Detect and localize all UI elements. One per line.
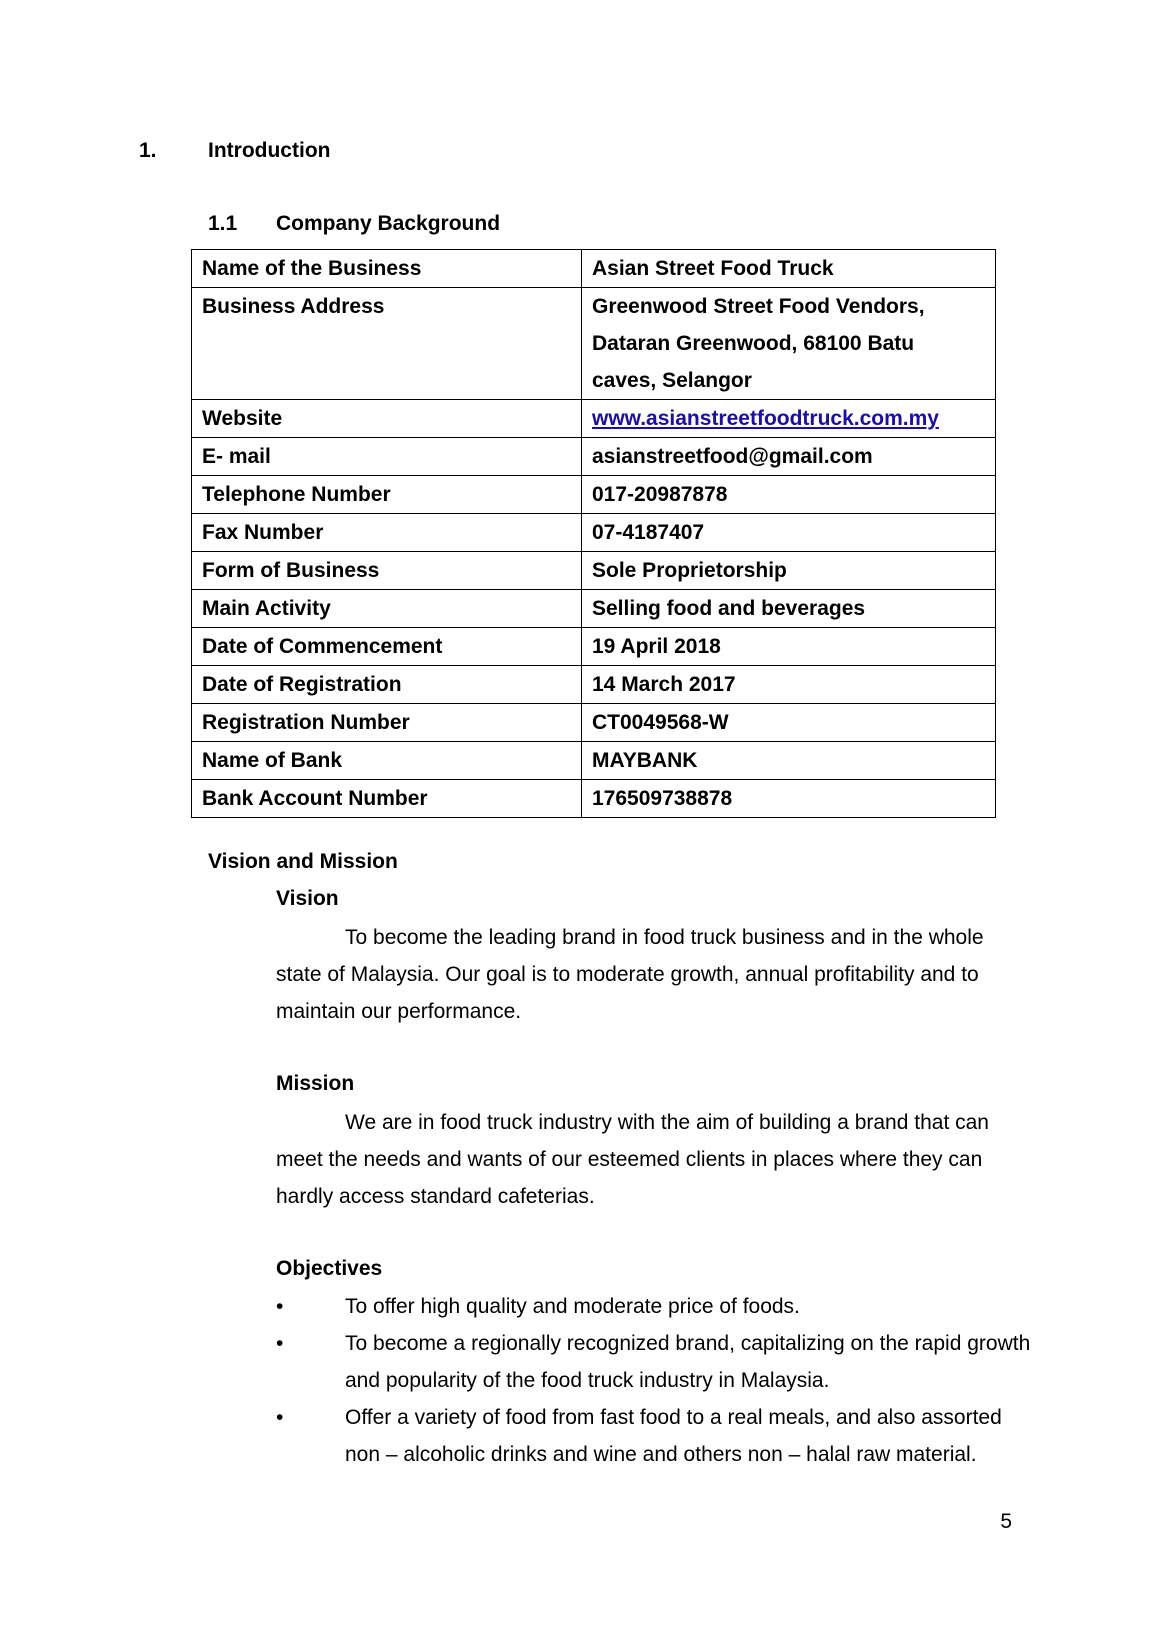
section-title: Introduction bbox=[208, 139, 331, 162]
address-line: Greenwood Street Food Vendors, bbox=[592, 295, 925, 318]
row-value: 176509738878 bbox=[582, 780, 996, 818]
section-number: 1. bbox=[139, 139, 157, 162]
website-link[interactable]: www.asianstreetfoodtruck.com.my bbox=[592, 407, 939, 430]
vision-text: To become the leading brand in food truck business and in the whole state of Malaysia. Our goal is to moderate growth, annual profitability and to maintain our performance. bbox=[276, 926, 984, 1023]
address-line: Dataran Greenwood, 68100 Batu bbox=[592, 332, 915, 355]
row-label: E- mail bbox=[192, 438, 582, 476]
table-row bbox=[192, 704, 996, 742]
row-value: Asian Street Food Truck bbox=[582, 250, 996, 288]
table-row bbox=[192, 400, 996, 438]
subsection-title: Company Background bbox=[276, 212, 501, 235]
row-label: Name of Bank bbox=[192, 742, 582, 780]
vision-mission-heading: Vision and Mission bbox=[208, 850, 398, 873]
row-value: MAYBANK bbox=[582, 742, 996, 780]
table-row bbox=[192, 438, 996, 476]
objectives-list bbox=[276, 1288, 1036, 1473]
vision-paragraph bbox=[276, 919, 1016, 1030]
row-label: Main Activity bbox=[192, 590, 582, 628]
table-row bbox=[192, 666, 996, 704]
row-label: Form of Business bbox=[192, 552, 582, 590]
row-label: Date of Registration bbox=[192, 666, 582, 704]
row-label: Date of Commencement bbox=[192, 628, 582, 666]
page-number: 5 bbox=[1000, 1510, 1012, 1533]
row-value: asianstreetfood@gmail.com bbox=[582, 438, 996, 476]
list-item bbox=[276, 1325, 1036, 1399]
row-label: Business Address bbox=[192, 288, 582, 400]
table-row bbox=[192, 514, 996, 552]
row-value: 07-4187407 bbox=[582, 514, 996, 552]
objective-text: Offer a variety of food from fast food to a real meals, and also assorted non – alcoholic drinks and wine and others non – halal raw material. bbox=[345, 1406, 1002, 1466]
row-label: Website bbox=[192, 400, 582, 438]
address-value bbox=[582, 288, 996, 400]
table-row bbox=[192, 288, 996, 400]
row-value: 19 April 2018 bbox=[582, 628, 996, 666]
address-line: caves, Selangor bbox=[592, 369, 752, 392]
row-value: 017-20987878 bbox=[582, 476, 996, 514]
bullet-icon: • bbox=[276, 1332, 284, 1355]
row-value: Sole Proprietorship bbox=[582, 552, 996, 590]
table-row bbox=[192, 476, 996, 514]
table-row bbox=[192, 742, 996, 780]
table-row bbox=[192, 780, 996, 818]
row-label: Registration Number bbox=[192, 704, 582, 742]
mission-text: We are in food truck industry with the aim of building a brand that can meet the needs and wants of our esteemed clients in places where they can hardly access standard cafeterias. bbox=[276, 1111, 989, 1208]
row-label: Name of the Business bbox=[192, 250, 582, 288]
table-row bbox=[192, 552, 996, 590]
objectives-heading: Objectives bbox=[276, 1257, 383, 1280]
list-item bbox=[276, 1399, 1036, 1473]
subsection-number: 1.1 bbox=[208, 212, 238, 235]
row-label: Telephone Number bbox=[192, 476, 582, 514]
bullet-icon: • bbox=[276, 1295, 284, 1318]
row-value: Selling food and beverages bbox=[582, 590, 996, 628]
table-row bbox=[192, 250, 996, 288]
company-background-table bbox=[191, 249, 996, 818]
vision-heading: Vision bbox=[276, 887, 339, 910]
mission-paragraph bbox=[276, 1104, 1016, 1215]
row-value bbox=[582, 400, 996, 438]
row-label: Bank Account Number bbox=[192, 780, 582, 818]
table-row bbox=[192, 628, 996, 666]
row-label: Fax Number bbox=[192, 514, 582, 552]
row-value: CT0049568-W bbox=[582, 704, 996, 742]
objective-text: To offer high quality and moderate price of foods. bbox=[345, 1295, 800, 1318]
mission-heading: Mission bbox=[276, 1072, 355, 1095]
bullet-icon: • bbox=[276, 1406, 284, 1429]
row-value: 14 March 2017 bbox=[582, 666, 996, 704]
table-row bbox=[192, 590, 996, 628]
objective-text: To become a regionally recognized brand, capitalizing on the rapid growth and popularity of the food truck industry in Malaysia. bbox=[345, 1332, 1031, 1392]
list-item bbox=[276, 1288, 1036, 1325]
